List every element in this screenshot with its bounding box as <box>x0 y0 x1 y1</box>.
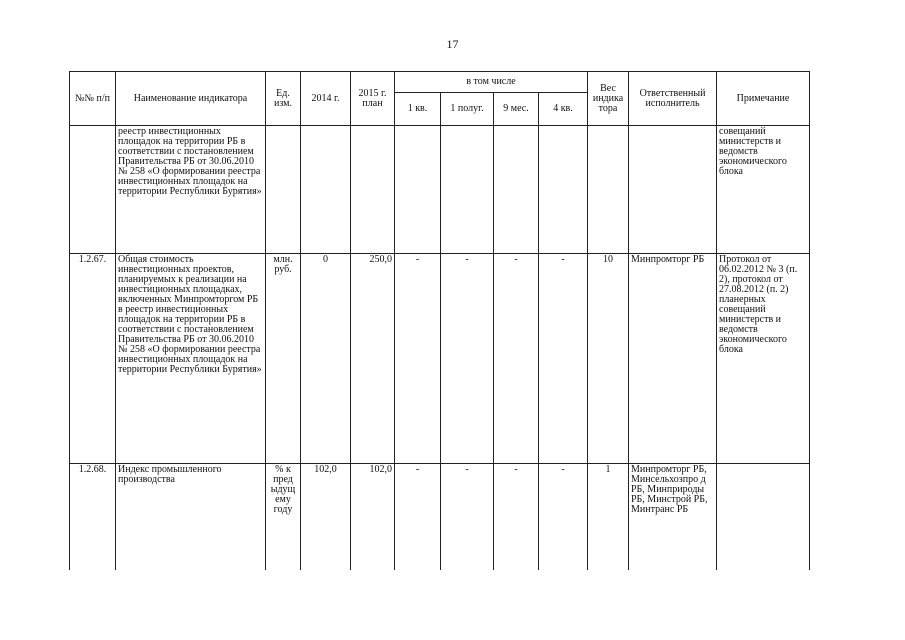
header-2015-plan: 2015 г. план <box>351 72 395 126</box>
cell-weight: 1 <box>588 464 629 570</box>
cell-num: 1.2.68. <box>70 464 116 570</box>
cell-2015: 250,0 <box>351 254 395 464</box>
cell-name: Индекс промышленного производства <box>116 464 266 570</box>
table-header <box>70 72 810 126</box>
cell-note: Протокол от 06.02.2012 № 3 (п. 2), протокол от 27.08.2012 (п. 2) планерных совещаний министерств и ведомств экономического блока <box>717 254 810 464</box>
header-half-year: 1 полуг. <box>441 93 494 126</box>
header-q4: 4 кв. <box>539 93 588 126</box>
table-row <box>70 464 810 570</box>
cell-q1: - <box>395 464 441 570</box>
cell-q1: - <box>395 254 441 464</box>
cell-q4 <box>539 126 588 254</box>
cell-unit: % к пред ыдущ ему году <box>266 464 301 570</box>
cell-2014 <box>301 126 351 254</box>
cell-unit <box>266 126 301 254</box>
header-responsible: Ответственный исполнитель <box>629 72 717 126</box>
header-2014: 2014 г. <box>301 72 351 126</box>
cell-9-months <box>494 126 539 254</box>
header-name: Наименование индикатора <box>116 72 266 126</box>
cell-num: 1.2.67. <box>70 254 116 464</box>
cell-unit: млн. руб. <box>266 254 301 464</box>
cell-q1 <box>395 126 441 254</box>
indicators-table <box>69 71 810 570</box>
cell-2014: 102,0 <box>301 464 351 570</box>
header-num: №№ п/п <box>70 72 116 126</box>
cell-q4: - <box>539 464 588 570</box>
header-9-months: 9 мес. <box>494 93 539 126</box>
cell-half-year <box>441 126 494 254</box>
cell-9-months: - <box>494 464 539 570</box>
table-row <box>70 126 810 254</box>
cell-weight: 10 <box>588 254 629 464</box>
page-number: 17 <box>446 37 459 51</box>
cell-note <box>717 464 810 570</box>
cell-name: Общая стоимость инвестиционных проектов, планируемых к реализации на инвестиционных площадках, включенных Минпромторгом РБ в реестр инвестиционных площадок на территории РБ в соответствии с постановлением Правительства РБ от 30.06.2010 № 258 «О формировании реестра инвестиционных площадок на территории Республики Бурятия» <box>116 254 266 464</box>
cell-responsible: Минпромторг РБ, Минсельхозпро д РБ, Минприроды РБ, Минстрой РБ, Минтранс РБ <box>629 464 717 570</box>
cell-q4: - <box>539 254 588 464</box>
header-note: Примечание <box>717 72 810 126</box>
cell-responsible: Минпромторг РБ <box>629 254 717 464</box>
header-including: в том числе <box>395 72 588 93</box>
cell-weight <box>588 126 629 254</box>
cell-responsible <box>629 126 717 254</box>
cell-name: реестр инвестиционных площадок на территории РБ в соответствии с постановлением Правительства РБ от 30.06.2010 № 258 «О формировании реестра инвестиционных площадок на территории Республики Бурятия» <box>116 126 266 254</box>
header-weight: Вес индика тора <box>588 72 629 126</box>
table-row <box>70 254 810 464</box>
cell-2015: 102,0 <box>351 464 395 570</box>
cell-note: совещаний министерств и ведомств экономического блока <box>717 126 810 254</box>
cell-9-months: - <box>494 254 539 464</box>
header-q1: 1 кв. <box>395 93 441 126</box>
cell-half-year: - <box>441 254 494 464</box>
cell-num <box>70 126 116 254</box>
header-unit: Ед. изм. <box>266 72 301 126</box>
cell-2015 <box>351 126 395 254</box>
cell-half-year: - <box>441 464 494 570</box>
cell-2014: 0 <box>301 254 351 464</box>
